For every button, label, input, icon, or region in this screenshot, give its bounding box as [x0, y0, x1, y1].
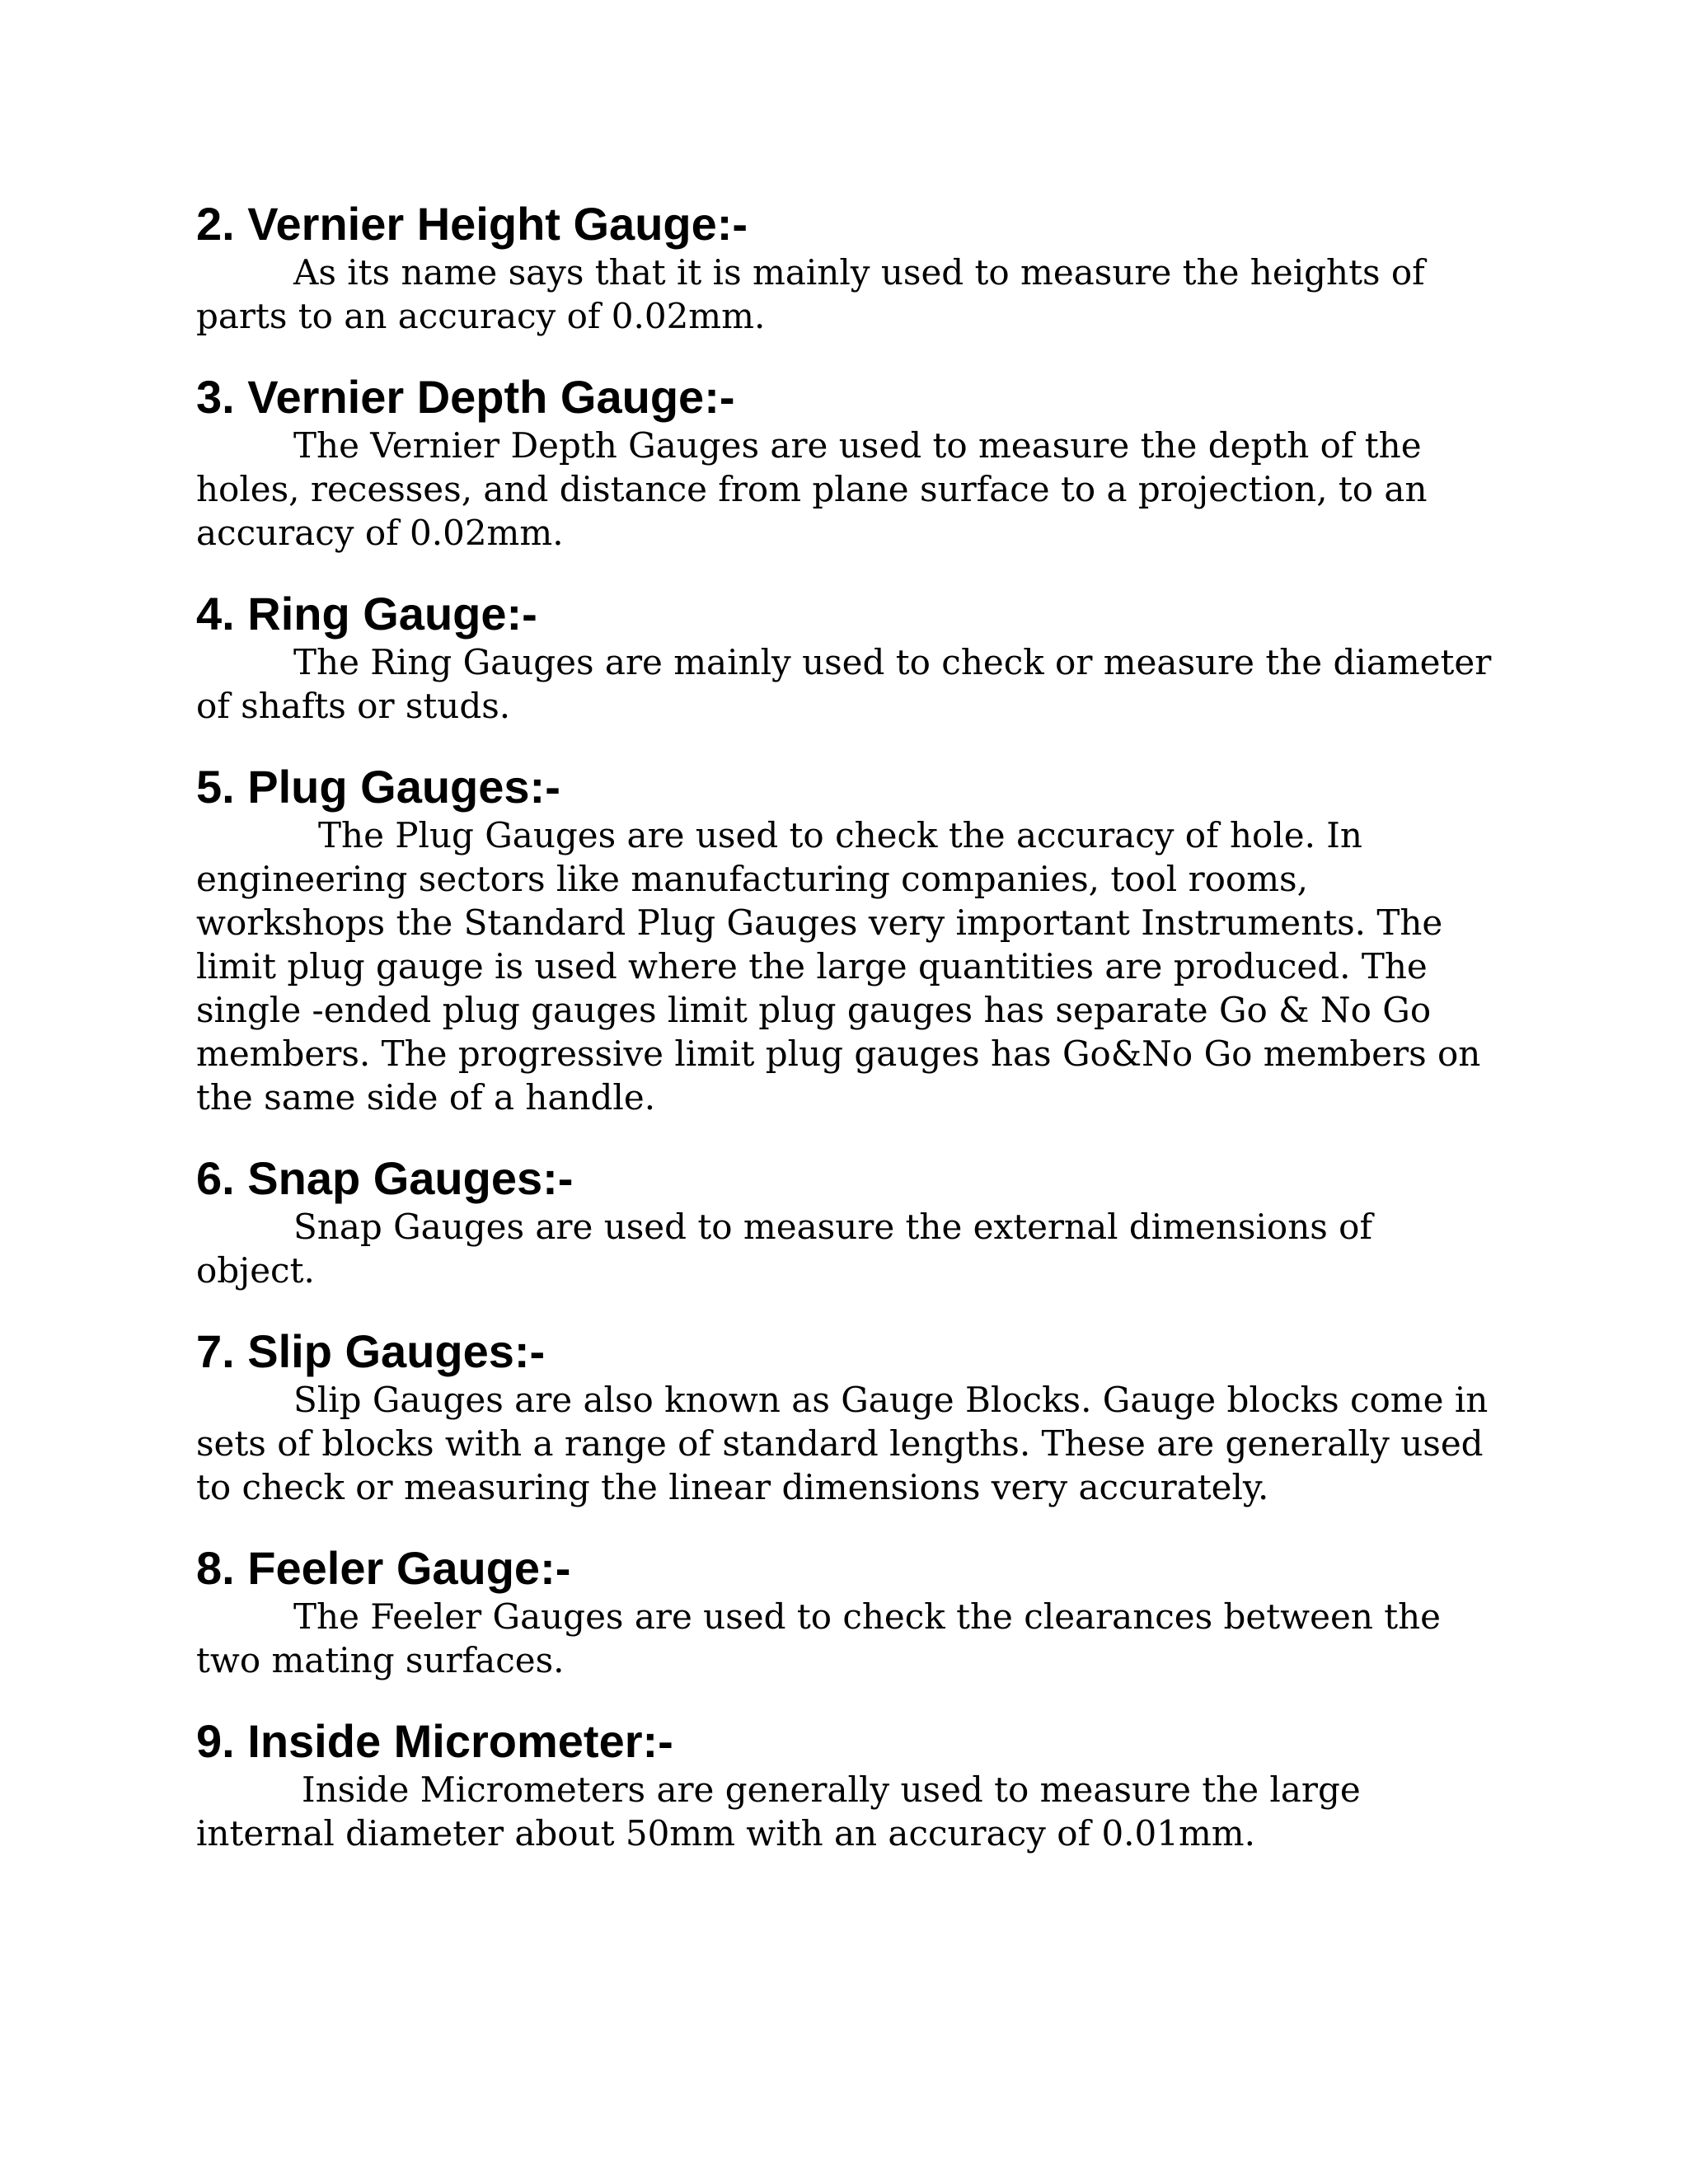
- section-heading: 7. Slip Gauges:-: [196, 1325, 546, 1377]
- section-plug-gauges: [196, 761, 1498, 1119]
- section-heading: 6. Snap Gauges:-: [196, 1152, 574, 1204]
- section-heading: 2. Vernier Height Gauge:-: [196, 198, 748, 250]
- section-vernier-depth-gauge: [196, 371, 1498, 555]
- section-heading: 8. Feeler Gauge:-: [196, 1542, 571, 1594]
- section-body: The Vernier Depth Gauges are used to measure the depth of the holes, recesses, and distance from plane surface to a projection, to an accuracy of 0.02mm.: [196, 425, 1428, 553]
- section-body: As its name says that it is mainly used to measure the heights of parts to an accuracy of 0.02mm.: [196, 252, 1425, 336]
- section-body: The Plug Gauges are used to check the accuracy of hole. In engineering sectors like manufacturing companies, tool rooms, workshops the Standard Plug Gauges very important Instruments. The limit plug gauge is used where the large quantities are produced. The single -ended plug gauges limit plug gauges has separate Go & No Go members. The progressive limit plug gauges has Go&No Go members on the same side of a handle.: [196, 815, 1481, 1118]
- section-body: Inside Micrometers are generally used to measure the large internal diameter about 50mm with an accuracy of 0.01mm.: [196, 1769, 1361, 1854]
- section-body: The Ring Gauges are mainly used to check or measure the diameter of shafts or studs.: [196, 642, 1492, 726]
- section-body: The Feeler Gauges are used to check the clearances between the two mating surfaces.: [196, 1596, 1442, 1680]
- section-heading: 9. Inside Micrometer:-: [196, 1715, 673, 1767]
- section-body: Slip Gauges are also known as Gauge Blocks. Gauge blocks come in sets of blocks with a range of standard lengths. These are generally used to check or measuring the linear dimensions very accurately.: [196, 1380, 1489, 1507]
- section-heading: 3. Vernier Depth Gauge:-: [196, 371, 735, 423]
- section-ring-gauge: [196, 588, 1498, 728]
- section-heading: 5. Plug Gauges:-: [196, 761, 560, 813]
- document-page: [196, 198, 1498, 1888]
- section-heading: 4. Ring Gauge:-: [196, 588, 537, 640]
- section-feeler-gauge: [196, 1542, 1498, 1682]
- section-slip-gauges: [196, 1325, 1498, 1509]
- section-body: Snap Gauges are used to measure the external dimensions of object.: [196, 1207, 1372, 1291]
- section-snap-gauges: [196, 1152, 1498, 1292]
- section-inside-micrometer: [196, 1715, 1498, 1855]
- section-vernier-height-gauge: [196, 198, 1498, 338]
